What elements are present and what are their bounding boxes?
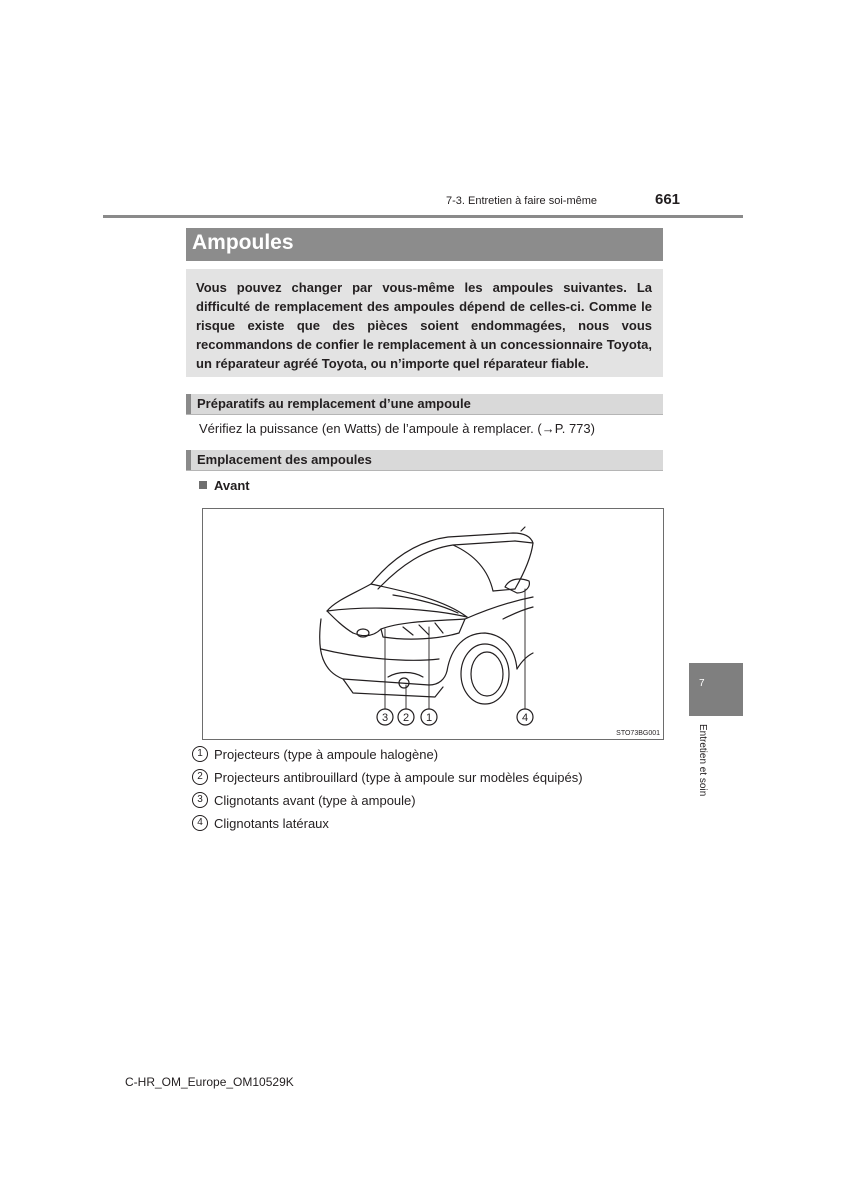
legend-text: Clignotants latéraux (214, 816, 329, 831)
legend-number: 1 (192, 746, 208, 762)
page-title: Ampoules (192, 231, 294, 254)
heading-marker (186, 394, 191, 414)
callout-label: 3 (381, 712, 389, 724)
callout-label: 1 (425, 712, 433, 724)
header-divider (103, 215, 743, 218)
callout-label: 4 (521, 712, 529, 724)
square-bullet-icon (199, 481, 207, 489)
car-front-illustration (202, 508, 664, 740)
preparation-text: Vérifiez la puissance (en Watts) de l’ampoule à remplacer. (→P. 773) (199, 421, 595, 436)
legend-text: Clignotants avant (type à ampoule) (214, 793, 416, 808)
legend-text: Projecteurs (type à ampoule halogène) (214, 747, 439, 762)
car-illustration-svg (203, 509, 663, 739)
page-title-bar (186, 228, 663, 261)
chapter-number: 7 (699, 678, 705, 689)
section-heading-preparation: Préparatifs au remplacement d’une ampoule (197, 396, 471, 411)
section-heading-bar-preparation (186, 394, 663, 415)
subheading-front-label: Avant (214, 478, 250, 493)
legend-text: Projecteurs antibrouillard (type à ampoule sur modèles équipés) (214, 770, 583, 785)
footer-code: C-HR_OM_Europe_OM10529K (125, 1075, 294, 1089)
callout-markers (377, 709, 533, 725)
chapter-label: Entretien et soin (697, 724, 708, 797)
section-heading-location: Emplacement des ampoules (197, 452, 372, 467)
legend-number: 4 (192, 815, 208, 831)
intro-box (186, 269, 663, 377)
legend-number: 3 (192, 792, 208, 808)
heading-marker (186, 450, 191, 470)
intro-text: Vous pouvez changer par vous-même les ampoules suivantes. La difficulté de remplacement des ampoules dépend de celles-ci. Comme le risque existe que des pièces soient endommagées, nous vous recommandons de confier le remplacement à un concessionnaire Toyota, un réparateur agréé Toyota, ou n’importe quel réparateur fiable. (196, 280, 652, 371)
page-number: 661 (655, 191, 681, 208)
header-section-title: 7-3. Entretien à faire soi-même (446, 195, 598, 207)
subheading-front (199, 478, 250, 493)
callout-label: 2 (402, 712, 410, 724)
legend-number: 2 (192, 769, 208, 785)
chapter-tab (689, 663, 743, 716)
section-heading-bar-location (186, 450, 663, 471)
figure-code: STO73BG001 (616, 730, 660, 737)
car-body-outline (320, 527, 533, 704)
